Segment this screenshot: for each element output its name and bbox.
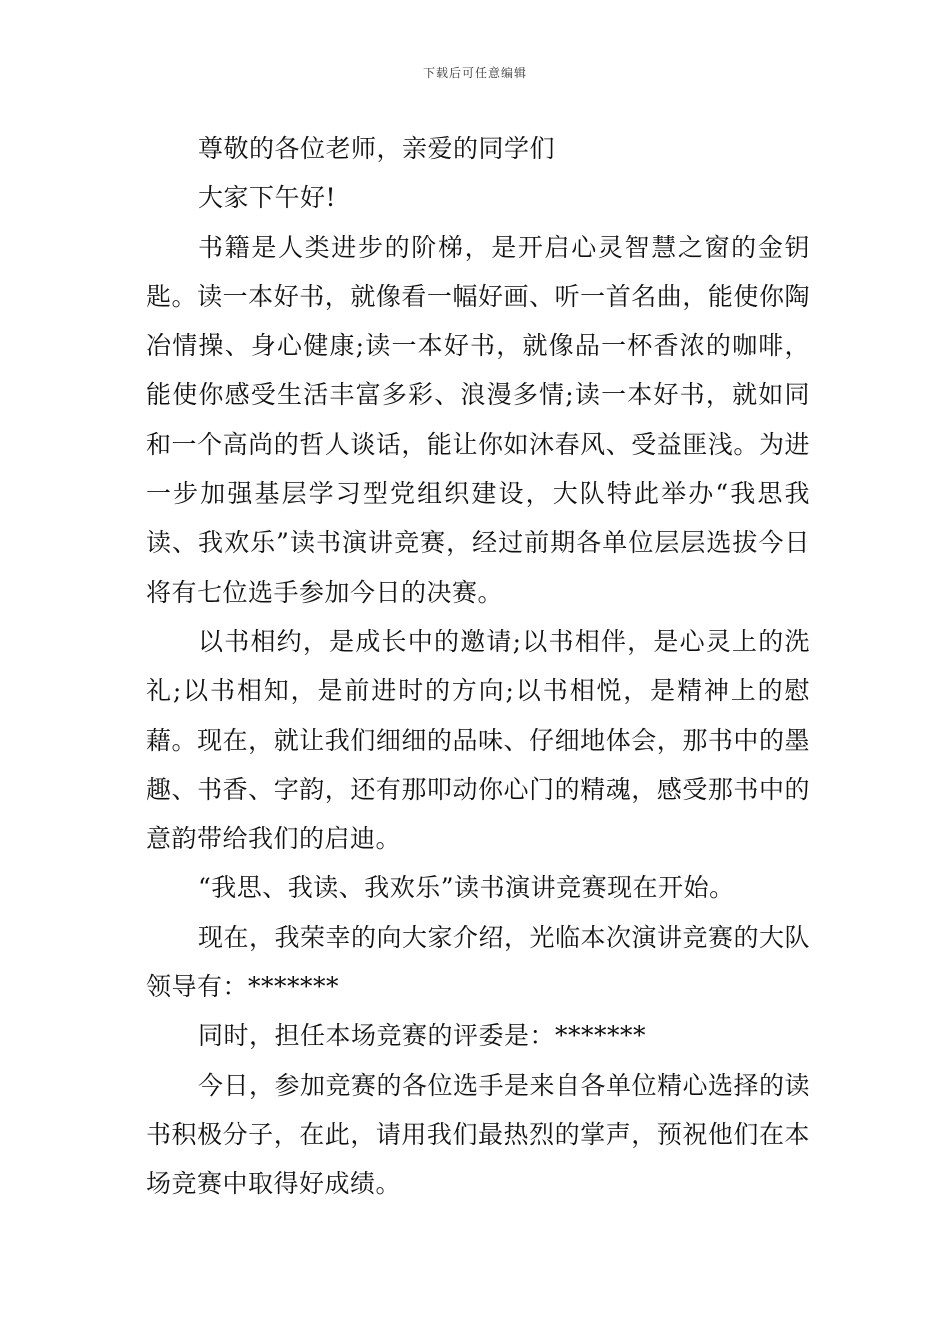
paragraph-contest-start: “我思、我读、我欢乐”读书演讲竞赛现在开始。 <box>198 873 735 903</box>
paragraph-leaders: 现在，我荣幸的向大家介绍，光临本次演讲竞赛的大队领导有：******* <box>146 922 811 1002</box>
document-body <box>146 124 810 1209</box>
paragraph-books-companion: 以书相约，是成长中的邀请;以书相伴，是心灵上的洗礼;以书相知，是前进时的方向;以书相悦，是精神上的慰藉。现在，就让我们细细的品味、仔细地体会，那书中的墨趣、书香、字韵，还有那叩动你心门的精魂，感受那书中的意韵带给我们的启迪。 <box>146 626 810 854</box>
paragraph-greeting: 尊敬的各位老师，亲爱的同学们 <box>198 134 556 163</box>
paragraph-good-afternoon: 大家下午好! <box>198 183 337 213</box>
paragraph-contestants: 今日，参加竞赛的各位选手是来自各单位精心选择的读书积极分子，在此，请用我们最热烈的掌声，预祝他们在本场竞赛中取得好成绩。 <box>146 1070 811 1199</box>
paragraph-books-intro: 书籍是人类进步的阶梯，是开启心灵智慧之窗的金钥匙。读一本好书，就像看一幅好画、听一首名曲，能使你陶冶情操、身心健康;读一本好书，就像品一杯香浓的咖啡，能使你感受生活丰富多彩、浪漫多情;读一本好书，就如同和一个高尚的哲人谈话，能让你如沐春风、受益匪浅。为进一步加强基层学习型党组织建设，大队特此举办“我思我读、我欢乐”读书演讲竞赛，经过前期各单位层层选拔今日将有七位选手参加今日的决赛。 <box>146 232 810 607</box>
header-note: 下载后可任意编辑 <box>422 66 527 80</box>
paragraph-judges: 同时，担任本场竞赛的评委是：******* <box>198 1021 647 1051</box>
